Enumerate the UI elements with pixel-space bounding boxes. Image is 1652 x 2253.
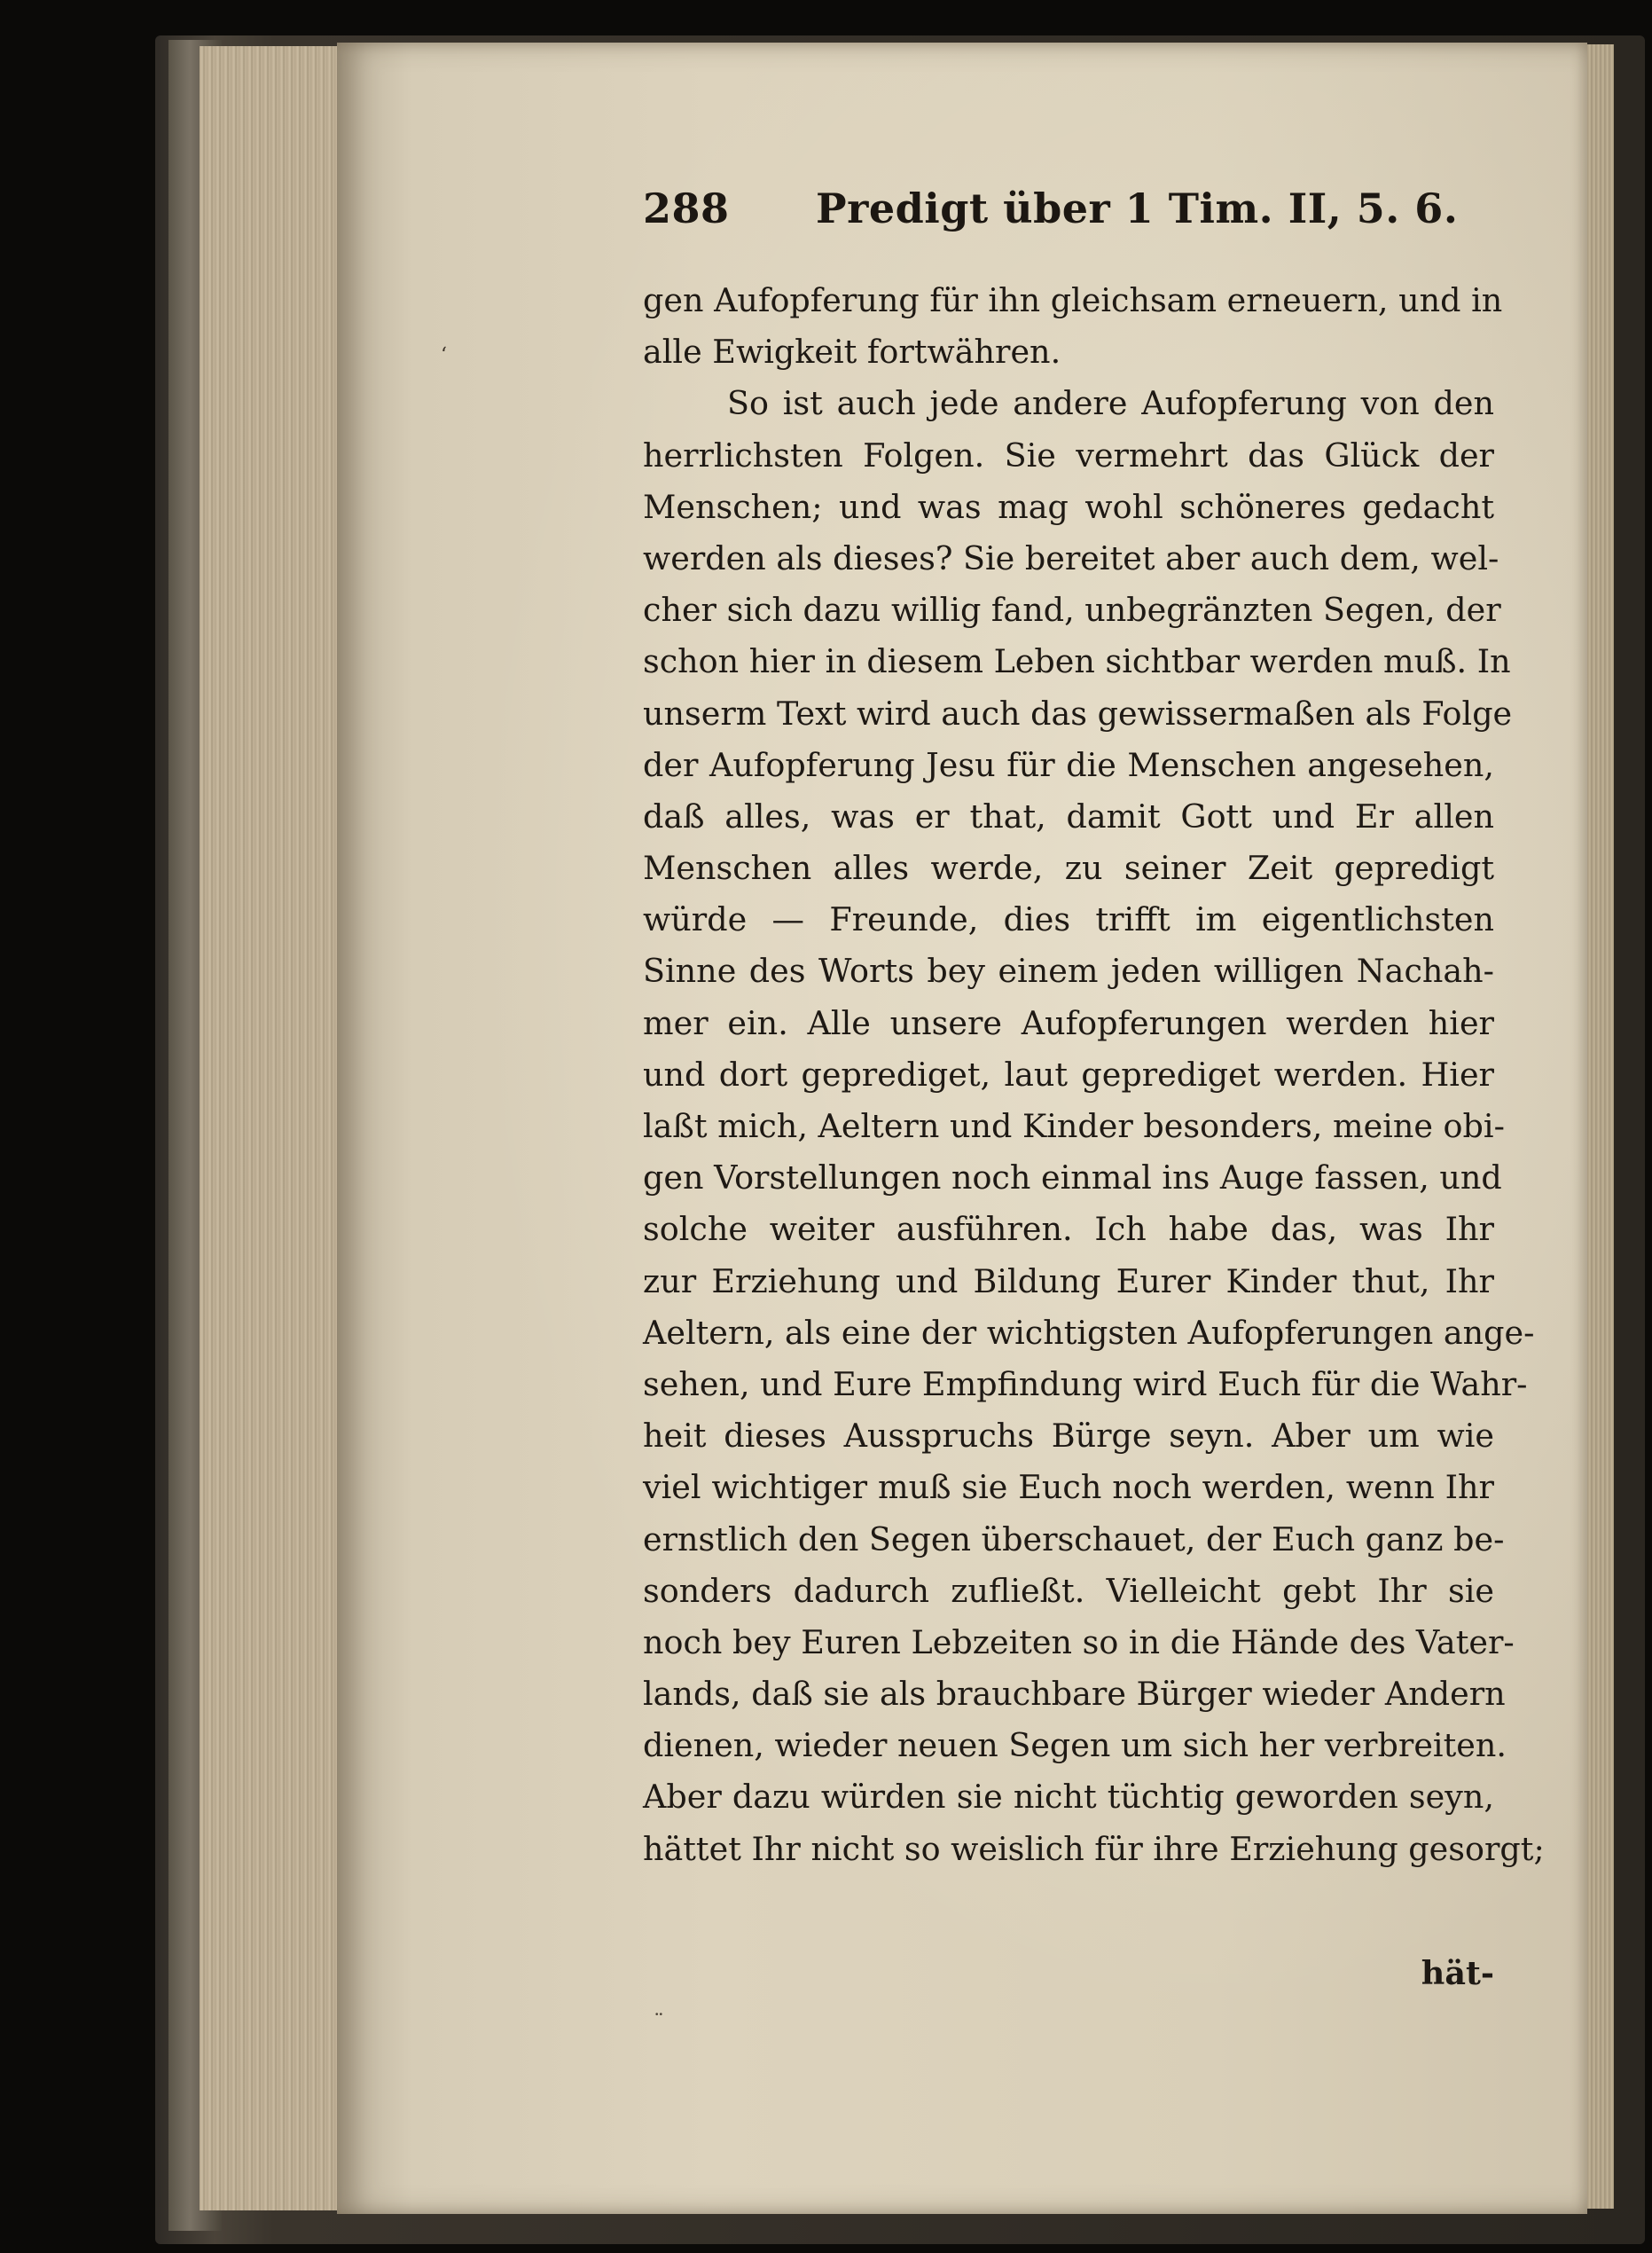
text-line: hättet Ihr nicht so weislich für ihre Erziehung gesorgt; xyxy=(643,1829,1545,1868)
text-line: cher sich dazu willig fand, unbegränzten Segen, der xyxy=(643,591,1501,630)
text-line: Aber dazu würden sie nicht tüchtig geworden seyn, xyxy=(643,1778,1494,1817)
ink-speck: ¨ xyxy=(654,2010,664,2035)
margin-mark: ʻ xyxy=(441,344,447,366)
text-line: alle Ewigkeit fortwähren. xyxy=(643,333,1061,372)
text-line: sonders dadurch zufließt. Vielleicht gebt Ihr sie xyxy=(643,1571,1494,1610)
text-line: noch bey Euren Lebzeiten so in die Hände des Vater- xyxy=(643,1622,1515,1661)
page-edges-left xyxy=(200,46,343,2210)
text-line: Menschen alles werde, zu seiner Zeit gepredigt xyxy=(643,849,1494,888)
text-line: solche weiter ausführen. Ich habe das, was Ihr xyxy=(643,1210,1494,1249)
text-line: Aeltern, als eine der wichtigsten Aufopferungen ange- xyxy=(643,1313,1535,1352)
text-line: werden als dieses? Sie bereitet aber auch dem, wel- xyxy=(643,538,1499,577)
text-line: schon hier in diesem Leben sichtbar werden muß. In xyxy=(643,642,1511,681)
text-line: zur Erziehung und Bildung Eurer Kinder thut, Ihr xyxy=(643,1261,1494,1300)
text-line: und dort geprediget, laut geprediget werden. Hier xyxy=(643,1055,1494,1094)
text-line: heit dieses Ausspruchs Bürge seyn. Aber um wie xyxy=(643,1417,1494,1456)
text-line: Sinne des Worts bey einem jeden willigen Nachah- xyxy=(643,952,1494,991)
book-page xyxy=(337,43,1587,2214)
text-line: daß alles, was er that, damit Gott und Er allen xyxy=(643,797,1494,836)
text-line: unserm Text wird auch das gewissermaßen als Folge xyxy=(643,694,1513,733)
page-number: 288 xyxy=(643,184,730,232)
text-line: mer ein. Alle unsere Aufopferungen werden hier xyxy=(643,1003,1494,1042)
text-line: viel wichtiger muß sie Euch noch werden, wenn Ihr xyxy=(643,1468,1494,1507)
text-line: dienen, wieder neuen Segen um sich her verbreiten. xyxy=(643,1726,1507,1765)
running-title: Predigt über 1 Tim. II, 5. 6. xyxy=(816,184,1459,232)
text-line: So ist auch jede andere Aufopferung von den xyxy=(727,384,1494,423)
text-line: würde — Freunde, dies trifft im eigentlichsten xyxy=(643,900,1494,939)
body-text xyxy=(643,275,1545,1875)
text-line: der Aufopferung Jesu für die Menschen angesehen, xyxy=(643,745,1494,784)
text-line: gen Vorstellungen noch einmal ins Auge fassen, und xyxy=(643,1158,1502,1197)
running-head xyxy=(643,184,1530,264)
text-line: Menschen; und was mag wohl schöneres gedacht xyxy=(643,487,1494,526)
text-line: ernstlich den Segen überschauet, der Euch ganz be- xyxy=(643,1519,1505,1558)
catchword: hät- xyxy=(1421,1954,1494,1992)
text-line: sehen, und Eure Empfindung wird Euch für die Wahr- xyxy=(643,1364,1528,1403)
text-line: gen Aufopferung für ihn gleichsam erneuern, und in xyxy=(643,281,1503,319)
text-line: herrlichsten Folgen. Sie vermehrt das Glück der xyxy=(643,436,1494,475)
text-line: laßt mich, Aeltern und Kinder besonders, meine obi- xyxy=(643,1107,1505,1145)
text-line: lands, daß sie als brauchbare Bürger wieder Andern xyxy=(643,1675,1506,1714)
